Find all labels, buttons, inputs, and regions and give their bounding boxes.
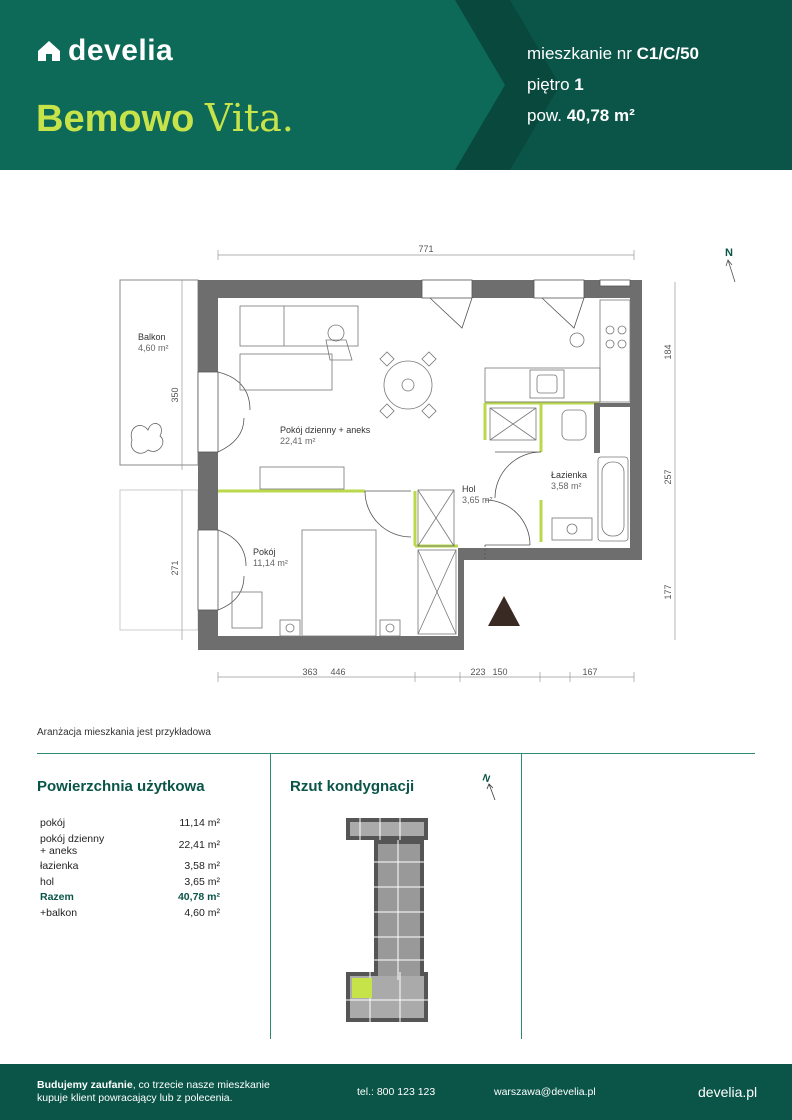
area-value: 40,78 m² — [566, 106, 635, 125]
surface-table — [37, 817, 220, 922]
apartment-label: mieszkanie nr — [527, 44, 632, 63]
project-title — [36, 96, 294, 141]
surface-row-name: Razem — [40, 891, 74, 903]
dim-left-balcony: 350 — [170, 387, 180, 403]
tagline-bold: Budujemy zaufanie — [37, 1079, 133, 1091]
area-label: pow. — [527, 106, 562, 125]
coffee-table — [240, 354, 332, 390]
room-balkon-name: Balkon — [138, 332, 166, 342]
brand-name: develia — [68, 34, 174, 67]
surface-title: Powierzchnia użytkowa — [37, 778, 205, 795]
walls — [198, 280, 642, 650]
room-lazienka-area: 3,58 m² — [551, 481, 582, 491]
room-pokoj-area: 11,14 m² — [253, 558, 288, 568]
room-hol-area: 3,65 m² — [462, 495, 493, 505]
kitchen-side — [600, 300, 630, 402]
north-arrow-icon — [725, 247, 735, 282]
footer-email[interactable]: warszawa@develia.pl — [494, 1086, 596, 1098]
surface-row — [37, 891, 220, 907]
mini-north-icon — [480, 772, 500, 802]
bed — [302, 530, 376, 636]
dim-right-1: 184 — [663, 344, 673, 360]
dining-table — [384, 361, 432, 409]
apartment-info — [527, 38, 699, 131]
dim-bottom-1: 363 — [302, 667, 318, 677]
surface-row-name: pokój — [40, 817, 66, 829]
footer — [0, 1064, 792, 1120]
person-icon — [328, 325, 344, 341]
toilet — [562, 410, 586, 440]
tagline-line2: kupuje klient powracający lub z polecenia. — [37, 1092, 233, 1104]
apartment-number: C1/C/50 — [636, 44, 699, 63]
apartment-floor-plan — [0, 170, 792, 700]
column-divider-1 — [270, 753, 271, 1039]
footer-phone[interactable]: tel.: 800 123 123 — [357, 1086, 436, 1098]
new-interior-walls — [218, 403, 600, 546]
surface-row-name: hol — [40, 875, 55, 888]
room-pokoj-name: Pokój — [253, 547, 276, 557]
surface-row — [37, 817, 220, 833]
tv-stand — [260, 467, 344, 489]
column-divider-2 — [521, 753, 522, 1039]
dimension-labels — [170, 244, 673, 677]
develia-logo — [36, 34, 173, 68]
furniture — [232, 300, 630, 636]
dim-right-3: 177 — [663, 584, 673, 600]
project-title-accent: Vita. — [204, 96, 294, 140]
house-logo-icon — [36, 39, 62, 63]
plant-icon — [131, 423, 163, 453]
highlighted-apartment — [352, 978, 372, 998]
footer-website[interactable]: develia.pl — [698, 1084, 758, 1100]
dim-bottom-5: 167 — [582, 667, 598, 677]
entrance-marker-icon — [488, 596, 520, 626]
north-label: N — [725, 247, 733, 259]
tagline-rest: , co trzecie nasze mieszkanie — [132, 1079, 270, 1091]
surface-row-name: +balkon — [40, 906, 78, 919]
dim-bottom-2: 446 — [330, 667, 346, 677]
footer-tagline — [37, 1079, 270, 1105]
room-living-area: 22,41 m² — [280, 436, 316, 446]
dim-bottom-4: 150 — [492, 667, 508, 677]
surface-row-value: 40,78 m² — [177, 891, 220, 903]
surface-row-value: 3,65 m² — [184, 875, 220, 888]
kitchen-counter — [485, 368, 600, 402]
surface-row-name: pokój dzienny + aneks — [40, 832, 105, 857]
structural-walls — [594, 403, 630, 453]
header — [0, 0, 792, 170]
dim-left-room: 271 — [170, 560, 180, 576]
floor-value: 1 — [574, 75, 584, 94]
arrangement-note: Aranżacja mieszkania jest przykładowa — [37, 727, 211, 738]
dimension-lines — [182, 250, 675, 682]
surface-row-value: 4,60 m² — [184, 906, 220, 919]
floor-label: piętro — [527, 75, 570, 94]
dim-right-2: 257 — [663, 469, 673, 485]
dim-bottom-3: 223 — [470, 667, 486, 677]
surface-row — [37, 876, 220, 892]
surface-row — [37, 833, 220, 861]
surface-row-value: 3,58 m² — [184, 860, 220, 872]
room-balkon-area: 4,60 m² — [138, 343, 169, 353]
surface-row — [37, 860, 220, 876]
room-living-name: Pokój dzienny + aneks — [280, 425, 371, 435]
section-divider — [37, 753, 755, 754]
building-floor-plan — [340, 812, 520, 1027]
room-hol-name: Hol — [462, 484, 476, 494]
room-lazienka-name: Łazienka — [551, 470, 588, 480]
project-title-main: Bemowo — [36, 98, 195, 140]
surface-row-value: 22,41 m² — [178, 838, 220, 851]
dim-top: 771 — [418, 244, 434, 254]
floor-plan-title: Rzut kondygnacji — [290, 778, 415, 795]
surface-row-name: łazienka — [40, 860, 79, 872]
mini-north-text: N — [480, 772, 492, 786]
surface-row — [37, 907, 220, 923]
surface-row-value: 11,14 m² — [179, 817, 220, 829]
bath-sink — [552, 518, 592, 540]
